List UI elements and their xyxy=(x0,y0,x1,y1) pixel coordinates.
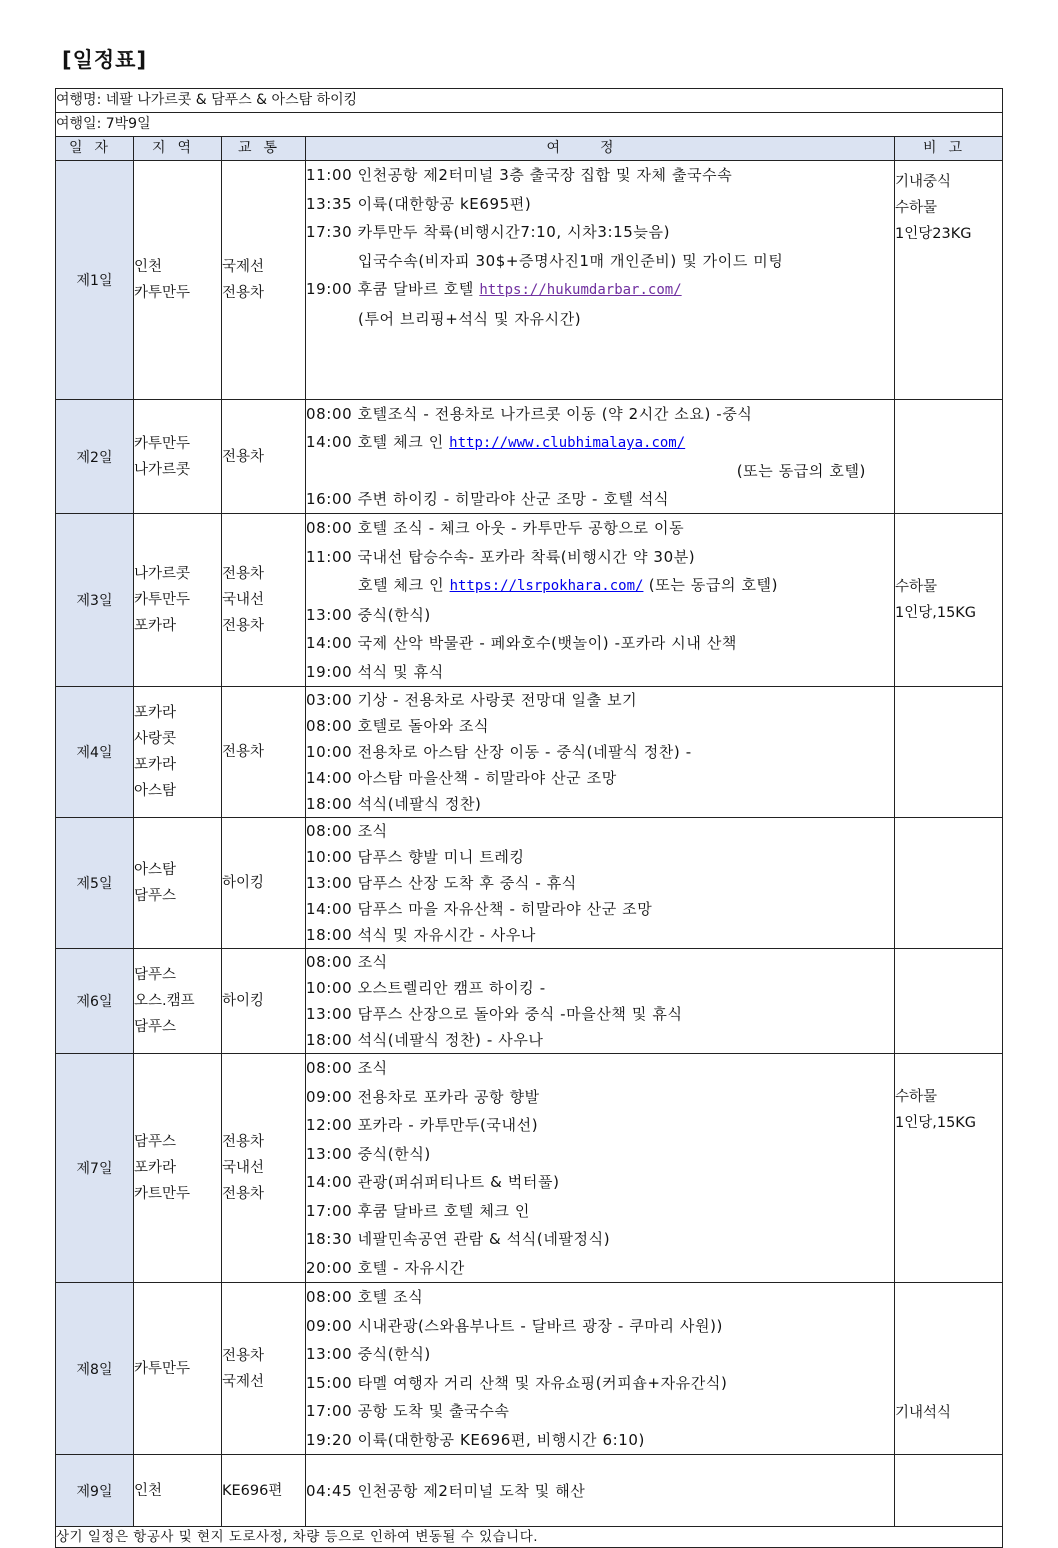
region-name: 카투만두 xyxy=(134,435,191,452)
transport-mode: 국제선 xyxy=(222,259,265,275)
schedule-text: 13:35 이륙(대한항공 kE695편) xyxy=(306,194,532,213)
schedule-item xyxy=(306,1054,894,1083)
transport-cell xyxy=(222,400,306,514)
schedule-item xyxy=(306,1197,894,1226)
schedule-text: 19:00 후쿰 달바르 호텔 xyxy=(306,280,480,298)
schedule-text: 17:30 카투만두 착륙(비행시간7:10, 시차3:15늦음) xyxy=(306,223,671,241)
transport-cell xyxy=(222,1455,306,1527)
schedule-item xyxy=(306,1478,894,1504)
schedule-item xyxy=(306,1083,894,1112)
schedule-item xyxy=(306,218,894,247)
schedule-item xyxy=(306,975,894,1001)
note-cell xyxy=(895,161,1003,400)
schedule-text: 14:00 담푸스 마을 자유산책 - 히말라야 산군 조망 xyxy=(306,900,653,918)
schedule-item xyxy=(306,457,894,485)
schedule-item xyxy=(306,791,894,817)
note-text: 수하물 xyxy=(895,579,938,595)
schedule-item xyxy=(306,275,894,305)
note-cell xyxy=(895,1283,1003,1455)
schedule-item xyxy=(306,1283,894,1312)
schedule-text: 입국수속(비자피 30$+증명사진1매 개인준비) 및 가이드 미팅 xyxy=(358,251,784,270)
schedule-text: (투어 브리핑+석식 및 자유시간) xyxy=(358,309,582,328)
schedule-item xyxy=(306,896,894,922)
day-row xyxy=(56,949,1003,1054)
schedule-item xyxy=(306,190,894,219)
day-label: 제2일 xyxy=(56,400,134,514)
transport-cell xyxy=(222,949,306,1054)
schedule-text: 10:00 오스트렐리안 캠프 하이킹 - xyxy=(306,979,546,997)
schedule-item xyxy=(306,1340,894,1369)
schedule-item xyxy=(306,485,894,513)
schedule-item xyxy=(306,1426,894,1455)
region-name: 나가르콧 xyxy=(134,461,191,478)
day-row xyxy=(56,818,1003,949)
region-cell xyxy=(134,818,222,949)
schedule-text: 15:00 타멜 여행자 거리 산책 및 자유쇼핑(커피숍+자유간식) xyxy=(306,1373,728,1392)
schedule-cell xyxy=(306,161,895,400)
schedule-text: 08:00 호텔로 돌아와 조식 xyxy=(306,717,490,735)
schedule-item xyxy=(306,543,894,572)
note-text: 수하물 xyxy=(895,1089,938,1105)
schedule-text: 10:00 담푸스 향발 미니 트레킹 xyxy=(306,848,525,866)
region-cell xyxy=(134,687,222,818)
transport-cell xyxy=(222,687,306,818)
hotel-link[interactable]: https://hukumdarbar.com/ xyxy=(479,282,682,298)
note-text: 1인당23KG xyxy=(895,226,972,242)
schedule-text: 10:00 전용차로 아스탐 산장 이동 - 중식(네팔식 정찬) - xyxy=(306,743,692,761)
note-cell xyxy=(895,1054,1003,1283)
region-name: 인천 xyxy=(134,1482,163,1499)
day-row xyxy=(56,161,1003,400)
schedule-item xyxy=(306,1168,894,1197)
schedule-text: 11:00 인천공항 제2터미널 3층 출국장 집합 및 자체 출국수속 xyxy=(306,166,733,184)
transport-cell xyxy=(222,818,306,949)
transport-cell xyxy=(222,1054,306,1283)
day-label: 제1일 xyxy=(56,161,134,400)
schedule-text: 08:00 조식 xyxy=(306,1059,388,1077)
schedule-item xyxy=(306,1027,894,1053)
region-name: 카투만두 xyxy=(134,285,191,301)
day-label: 제3일 xyxy=(56,514,134,687)
transport-mode: KE696편 xyxy=(222,1482,283,1499)
note-cell xyxy=(895,818,1003,949)
header-day: 일자 xyxy=(56,137,134,161)
schedule-text: 18:00 석식(네팔식 정찬) - 사우나 xyxy=(306,1031,544,1049)
schedule-text: 18:00 석식(네팔식 정찬) xyxy=(306,795,482,813)
schedule-cell xyxy=(306,400,895,514)
schedule-item xyxy=(306,739,894,765)
schedule-item xyxy=(306,1225,894,1254)
schedule-text: 08:00 호텔 조식 xyxy=(306,1288,424,1306)
transport-cell xyxy=(222,514,306,687)
schedule-text: 08:00 호텔조식 - 전용차로 나가르콧 이동 (약 2시간 소요) -중식 xyxy=(306,405,753,423)
transport-mode: 하이킹 xyxy=(222,875,265,891)
schedule-text: 13:00 중식(한식) xyxy=(306,605,431,624)
day-label: 제8일 xyxy=(56,1283,134,1455)
schedule-text: 20:00 호텔 - 자유시간 xyxy=(306,1258,465,1277)
region-cell xyxy=(134,514,222,687)
transport-mode: 전용차 xyxy=(222,618,265,634)
schedule-item xyxy=(306,571,894,601)
schedule-text: 13:00 중식(한식) xyxy=(306,1144,431,1163)
transport-cell xyxy=(222,1283,306,1455)
region-cell xyxy=(134,1054,222,1283)
schedule-item xyxy=(306,305,894,334)
note-text: 기내중식 xyxy=(895,174,952,190)
day-row xyxy=(56,1455,1003,1527)
schedule-item xyxy=(306,1369,894,1398)
schedule-text: 13:00 중식(한식) xyxy=(306,1345,431,1363)
schedule-item xyxy=(306,400,894,428)
itinerary-table xyxy=(55,88,1003,1548)
transport-mode: 전용차 xyxy=(222,1186,265,1202)
note-cell xyxy=(895,514,1003,687)
transport-mode: 전용차 xyxy=(222,1347,265,1364)
schedule-item xyxy=(306,514,894,543)
day-row xyxy=(56,400,1003,514)
schedule-text: 14:00 국제 산악 박물관 - 페와호수(뱃놀이) -포카라 시내 산책 xyxy=(306,634,737,652)
schedule-item xyxy=(306,428,894,457)
schedule-item xyxy=(306,601,894,630)
footer-notice: 상기 일정은 항공사 및 현지 도로사정, 차량 등으로 인하여 변동될 수 있습니다. xyxy=(56,1527,1003,1548)
schedule-text: 19:00 석식 및 휴식 xyxy=(306,662,444,681)
schedule-cell xyxy=(306,514,895,687)
schedule-suffix: (또는 동급의 호텔) xyxy=(643,576,779,594)
schedule-text: 08:00 조식 xyxy=(306,953,388,971)
schedule-text: (또는 동급의 호텔) xyxy=(736,462,866,480)
schedule-item xyxy=(306,922,894,948)
schedule-text: 08:00 호텔 조식 - 체크 아웃 - 카투만두 공항으로 이동 xyxy=(306,519,685,537)
schedule-item xyxy=(306,844,894,870)
region-cell xyxy=(134,1455,222,1527)
region-name: 담푸스 xyxy=(134,967,177,983)
schedule-text: 12:00 포카라 - 카투만두(국내선) xyxy=(306,1116,539,1134)
hotel-link[interactable]: https://lsrpokhara.com/ xyxy=(449,578,644,594)
hotel-link[interactable]: http://www.clubhimalaya.com/ xyxy=(449,435,686,451)
region-cell xyxy=(134,400,222,514)
trip-name: 여행명: 네팔 나가르콧 & 담푸스 & 아스탐 하이킹 xyxy=(56,89,1003,113)
transport-mode: 전용차 xyxy=(222,744,265,760)
schedule-text: 18:30 네팔민속공연 관람 & 석식(네팔정식) xyxy=(306,1230,611,1248)
schedule-text: 17:00 공항 도착 및 출국수속 xyxy=(306,1402,510,1420)
transport-mode: 전용차 xyxy=(222,285,265,301)
region-name: 나가르콧 xyxy=(134,566,191,582)
schedule-item xyxy=(306,687,894,713)
schedule-text: 18:00 석식 및 자유시간 - 사우나 xyxy=(306,926,536,944)
schedule-item xyxy=(306,247,894,276)
trip-duration: 여행일: 7박9일 xyxy=(56,113,1003,137)
schedule-item xyxy=(306,1001,894,1027)
schedule-text: 13:00 담푸스 산장 도착 후 중식 - 휴식 xyxy=(306,874,577,892)
note-text: 수하물 xyxy=(895,200,938,216)
region-name: 사랑콧 xyxy=(134,731,177,747)
transport-mode: 국내선 xyxy=(222,592,265,608)
region-name: 인천 xyxy=(134,259,163,275)
region-cell xyxy=(134,161,222,400)
region-name: 담푸스 xyxy=(134,1134,177,1150)
header-note: 비고 xyxy=(895,137,1003,161)
region-cell xyxy=(134,1283,222,1455)
schedule-cell xyxy=(306,1283,895,1455)
region-name: 포카라 xyxy=(134,757,177,773)
schedule-text: 08:00 조식 xyxy=(306,822,388,840)
note-text: 1인당,15KG xyxy=(895,1115,977,1131)
schedule-text: 13:00 담푸스 산장으로 돌아와 중식 -마을산책 및 휴식 xyxy=(306,1005,683,1023)
header-transport: 교통 xyxy=(222,137,306,161)
schedule-item xyxy=(306,1397,894,1426)
region-name: 카트만두 xyxy=(134,1186,191,1202)
schedule-text: 09:00 시내관광(스와욤부나트 - 달바르 광장 - 쿠마리 사원)) xyxy=(306,1316,723,1335)
day-rows xyxy=(56,161,1003,1527)
region-name: 카투만두 xyxy=(134,592,191,608)
header-region: 지역 xyxy=(134,137,222,161)
schedule-text: 17:00 후쿰 달바르 호텔 체크 인 xyxy=(306,1201,530,1220)
schedule-cell xyxy=(306,1455,895,1527)
note-text: 기내석식 xyxy=(895,1405,952,1421)
region-name: 포카라 xyxy=(134,618,177,634)
region-name: 아스탐 xyxy=(134,862,177,878)
transport-mode: 전용차 xyxy=(222,1134,265,1150)
schedule-cell xyxy=(306,1054,895,1283)
day-label: 제5일 xyxy=(56,818,134,949)
schedule-text: 14:00 아스탐 마을산책 - 히말라야 산군 조망 xyxy=(306,769,617,787)
schedule-text: 03:00 기상 - 전용차로 사랑콧 전망대 일출 보기 xyxy=(306,691,638,709)
transport-mode: 전용차 xyxy=(222,448,265,465)
schedule-item xyxy=(306,658,894,687)
schedule-item xyxy=(306,818,894,844)
schedule-cell xyxy=(306,687,895,818)
note-cell xyxy=(895,400,1003,514)
schedule-item xyxy=(306,1312,894,1341)
day-label: 제7일 xyxy=(56,1054,134,1283)
transport-mode: 국내선 xyxy=(222,1160,265,1176)
day-label: 제6일 xyxy=(56,949,134,1054)
region-name: 담푸스 xyxy=(134,888,177,904)
schedule-text: 11:00 국내선 탑승수속- 포카라 착륙(비행시간 약 30분) xyxy=(306,547,696,566)
region-name: 아스탐 xyxy=(134,783,177,799)
schedule-text: 04:45 인천공항 제2터미널 도착 및 해산 xyxy=(306,1481,586,1500)
schedule-text: 14:00 호텔 체크 인 xyxy=(306,433,450,451)
schedule-text: 호텔 체크 인 xyxy=(358,576,450,594)
day-label: 제4일 xyxy=(56,687,134,818)
schedule-text: 09:00 전용차로 포카라 공항 향발 xyxy=(306,1087,540,1106)
page-title: [일정표] xyxy=(62,48,148,72)
day-row xyxy=(56,1054,1003,1283)
note-text: 1인당,15KG xyxy=(895,605,977,621)
note-cell xyxy=(895,687,1003,818)
schedule-text: 16:00 주변 하이킹 - 히말라야 산군 조망 - 호텔 석식 xyxy=(306,490,670,508)
schedule-text: 14:00 관광(퍼쉬퍼티나트 & 벅터풀) xyxy=(306,1173,560,1191)
region-name: 포카라 xyxy=(134,705,177,721)
transport-mode: 국제선 xyxy=(222,1373,265,1390)
schedule-item xyxy=(306,1111,894,1140)
region-cell xyxy=(134,949,222,1054)
day-row xyxy=(56,514,1003,687)
region-name: 카투만두 xyxy=(134,1360,191,1377)
schedule-item xyxy=(306,713,894,739)
header-schedule: 여정 xyxy=(306,137,895,161)
note-cell xyxy=(895,949,1003,1054)
region-name: 담푸스 xyxy=(134,1019,177,1035)
schedule-item xyxy=(306,161,894,190)
schedule-cell xyxy=(306,818,895,949)
note-cell xyxy=(895,1455,1003,1527)
region-name: 포카라 xyxy=(134,1160,177,1176)
day-label: 제9일 xyxy=(56,1455,134,1527)
day-row xyxy=(56,1283,1003,1455)
transport-mode: 하이킹 xyxy=(222,993,265,1009)
schedule-item xyxy=(306,629,894,658)
schedule-cell xyxy=(306,949,895,1054)
schedule-item xyxy=(306,765,894,791)
schedule-item xyxy=(306,1254,894,1283)
schedule-item xyxy=(306,1140,894,1169)
region-name: 오스.캠프 xyxy=(134,993,195,1009)
schedule-text: 19:20 이륙(대한항공 KE696편, 비행시간 6:10) xyxy=(306,1430,645,1449)
transport-cell xyxy=(222,161,306,400)
schedule-item xyxy=(306,949,894,975)
schedule-item xyxy=(306,870,894,896)
transport-mode: 전용차 xyxy=(222,566,265,582)
day-row xyxy=(56,687,1003,818)
